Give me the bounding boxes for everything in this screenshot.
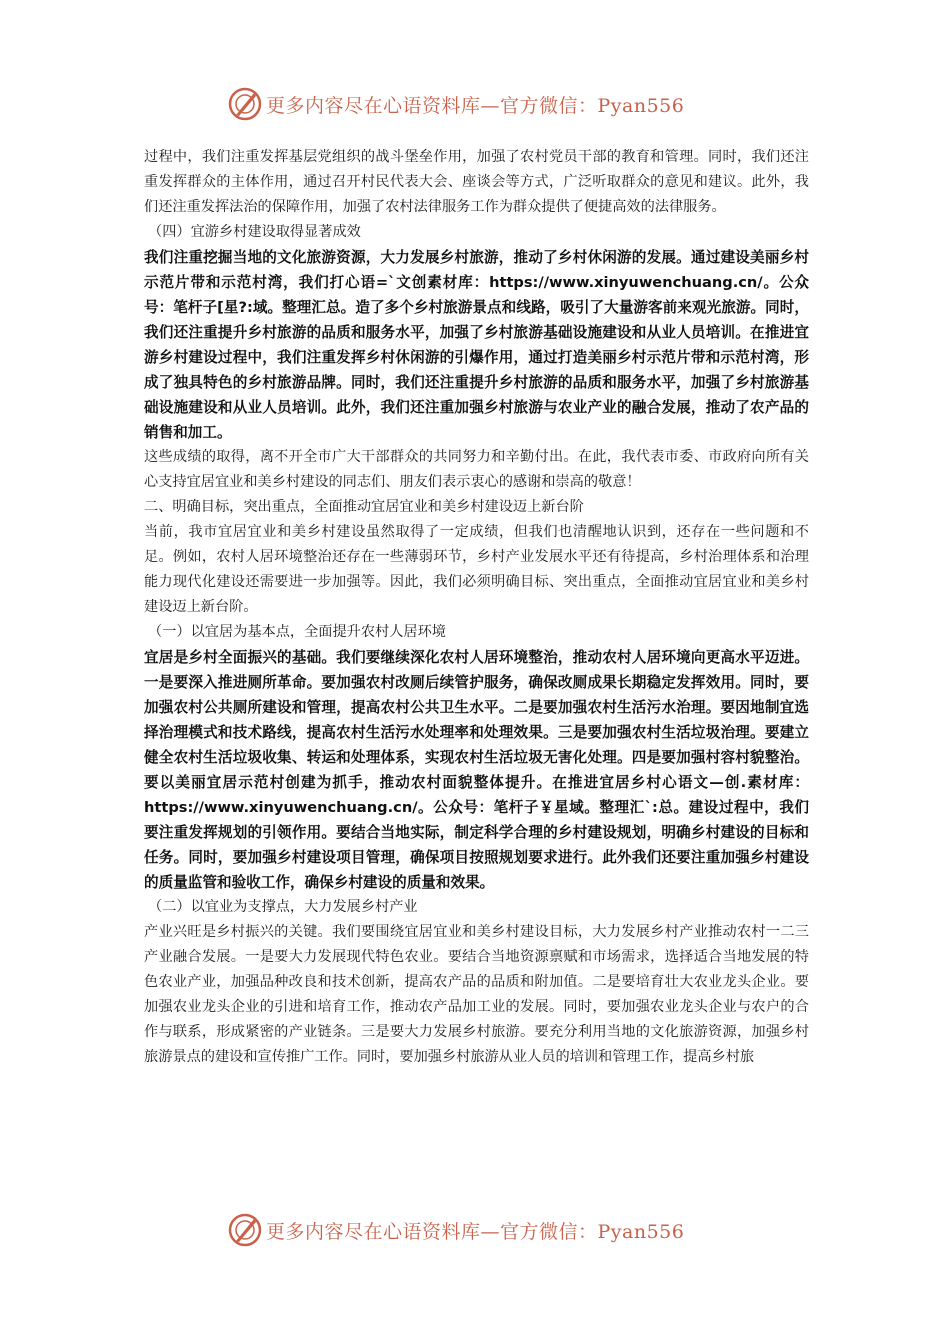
footer-banner — [228, 1210, 728, 1250]
paragraph: 宜居是乡村全面振兴的基础。我们要继续深化农村人居环境整治，推动农村人居环境向更高水平迈进。一是要深入推进厕所革命。要加强农村改厕后续管护服务，确保改厕成果长期稳定发挥效用。同时，要加强农村公共厕所建设和管理，提高农村公共卫生水平。二是要加强农村生活污水治理。要因地制宜选择治理模式和技术路线，提高农村生活污水处理率和处理效果。三是要加强农村生活垃圾治理。要建立健全农村生活垃圾收集、转运和处理体系，实现农村生活垃圾无害化处理。四是要加强村容村貌整治。要以美丽宜居示范村创建为抓手，推动农村面貌整体提升。在推进宜居乡村心语文—创.素材库：https://www.xinyuwenchuang.cn/。公众号：笔杆子￥星域。整理汇`:总。建设过程中，我们要注重发挥规划的引领作用。要结合当地实际，制定科学合理的乡村建设规划，明确乡村建设的目标和任务。同时，要加强乡村建设项目管理，确保项目按照规划要求进行。此外我们还要注重加强乡村建设的质量监管和验收工作，确保乡村建设的质量和效果。 — [144, 649, 809, 891]
section-heading: 二、明确目标，突出重点，全面推动宜居宜业和美乡村建设迈上新台阶 — [144, 499, 584, 515]
paragraph: 过程中，我们注重发挥基层党组织的战斗堡垒作用，加强了农村党员干部的教育和管理。同时，我们还注重发挥群众的主体作用，通过召开村民代表大会、座谈会等方式，广泛听取群众的意见和建议。此外，我们还注重发挥法治的保障作用，加强了农村法律服务工作为群众提供了便捷高效的法律服务。 — [144, 149, 809, 215]
banner-text: 更多内容尽在心语资料库—官方微信：Pyan556 — [266, 94, 685, 117]
section-heading: （四）宜游乡村建设取得显著成效 — [148, 224, 361, 240]
paragraph: 这些成绩的取得，离不开全市广大干部群众的共同努力和辛勤付出。在此，我代表市委、市政府向所有关心支持宜居宜业和美乡村建设的同志们、朋友们表示衷心的感谢和崇高的敬意！ — [144, 449, 809, 490]
quill-logo-icon — [228, 87, 262, 121]
paragraph: 当前，我市宜居宜业和美乡村建设虽然取得了一定成绩，但我们也清醒地认识到，还存在一些问题和不足。例如，农村人居环境整治还存在一些薄弱环节，乡村产业发展水平还有待提高，乡村治理体系和治理能力现代化建设还需要进一步加强等。因此，我们必须明确目标、突出重点，全面推动宜居宜业和美乡村建设迈上新台阶。 — [144, 524, 809, 615]
quill-logo-icon — [228, 1213, 262, 1247]
paragraph: 我们注重挖掘当地的文化旅游资源，大力发展乡村旅游，推动了乡村休闲游的发展。通过建设美丽乡村示范片带和示范村湾，我们打心语=`文创素材库：https://www.xinyuwenchuang.cn/。公众号：笔杆子[星?:域。整理汇总。造了多个乡村旅游景点和线路，吸引了大量游客前来观光旅游。同时，我们还注重提升乡村旅游的品质和服务水平，加强了乡村旅游基础设施建设和从业人员培训。在推进宜游乡村建设过程中，我们注重发挥乡村休闲游的引爆作用，通过打造美丽乡村示范片带和示范村湾，形成了独具特色的乡村旅游品牌。同时，我们还注重提升乡村旅游的品质和服务水平，加强了乡村旅游基础设施建设和从业人员培训。此外，我们还注重加强乡村旅游与农业产业的融合发展，推动了农产品的销售和加工。 — [144, 249, 809, 441]
section-heading: （一）以宜居为基本点，全面提升农村人居环境 — [148, 624, 446, 640]
header-banner — [228, 84, 728, 124]
paragraph: 产业兴旺是乡村振兴的关键。我们要围绕宜居宜业和美乡村建设目标，大力发展乡村产业推动农村一二三产业融合发展。一是要大力发展现代特色农业。要结合当地资源禀赋和市场需求，选择适合当地发展的特色农业产业，加强品种改良和技术创新，提高农产品的品质和附加值。二是要培育壮大农业龙头企业。要加强农业龙头企业的引进和培育工作，推动农产品加工业的发展。同时，要加强农业龙头企业与农户的合作与联系，形成紧密的产业链条。三是要大力发展乡村旅游。要充分利用当地的文化旅游资源，加强乡村旅游景点的建设和宣传推广工作。同时，要加强乡村旅游从业人员的培训和管理工作，提高乡村旅 — [144, 924, 809, 1065]
document-body — [144, 145, 809, 1070]
banner-text: 更多内容尽在心语资料库—官方微信：Pyan556 — [266, 1220, 685, 1243]
section-heading: （二）以宜业为支撑点，大力发展乡村产业 — [148, 899, 418, 915]
